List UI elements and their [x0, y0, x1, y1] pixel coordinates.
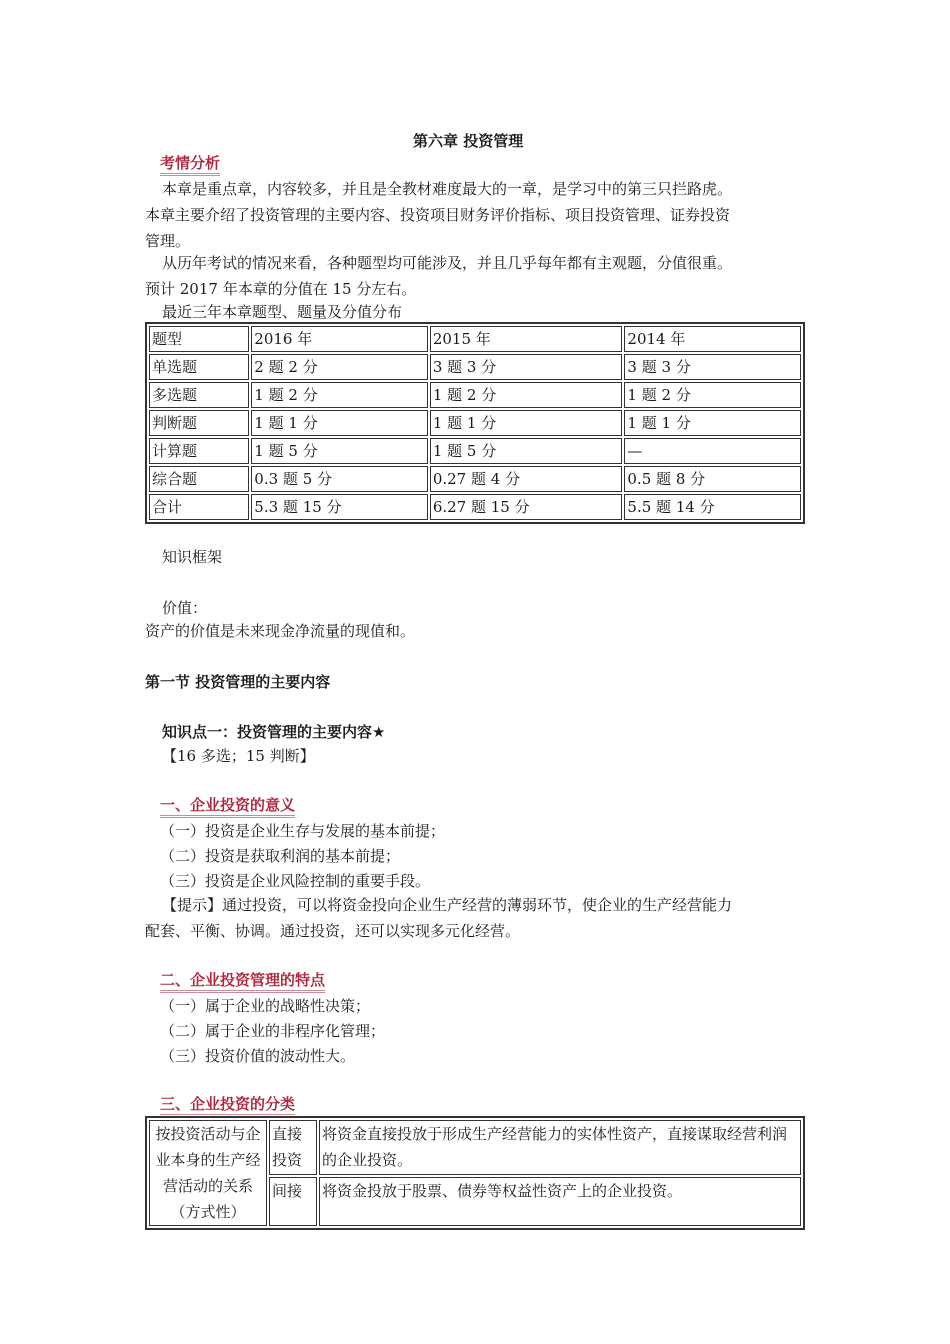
table-header-cell: 2015 年 [430, 326, 623, 352]
page-title: 第六章 投资管理 [413, 132, 524, 150]
table-row [149, 382, 801, 408]
table-caption: 最近三年本章题型、题量及分值分布 [162, 303, 403, 321]
category-cell: 按投资活动与企业本身的生产经营活动的关系（方式性） [149, 1120, 267, 1226]
table-cell: 1 题 5 分 [251, 438, 428, 464]
part1-list [160, 819, 445, 894]
exam-analysis-heading: 考情分析 [160, 153, 220, 176]
table-row [149, 354, 801, 380]
knowledge-point-title: 知识点一：投资管理的主要内容★ [162, 723, 386, 741]
exam-analysis-paragraph-1 [145, 176, 805, 254]
list-item: （二）属于企业的非程序化管理； [160, 1022, 386, 1040]
desc-cell-indirect: 将资金投放于股票、债券等权益性资产上的企业投资。 [319, 1177, 801, 1226]
list-item: （一）属于企业的战略性决策； [160, 997, 371, 1015]
table-header-row [149, 326, 801, 352]
table-cell: 0.5 题 8 分 [624, 466, 801, 492]
list-item: （二）投资是获取利润的基本前提； [160, 847, 401, 865]
table-cell: 6.27 题 15 分 [430, 494, 623, 520]
exam-analysis-paragraph-2 [145, 250, 805, 302]
section-1-title: 第一节 投资管理的主要内容 [145, 673, 331, 691]
table-cell: 0.27 题 4 分 [430, 466, 623, 492]
table-cell: 判断题 [149, 410, 249, 436]
tip-line2: 配套、平衡、协调。通过投资，还可以实现多元化经营。 [145, 922, 521, 940]
part1-heading: 一、企业投资的意义 [160, 795, 295, 818]
table-row [149, 438, 801, 464]
type-cell-direct: 直接投资 [269, 1120, 317, 1175]
table-row [149, 410, 801, 436]
table-header-cell: 2016 年 [251, 326, 428, 352]
investment-classification-table [145, 1116, 805, 1230]
table-cell: 3 题 3 分 [430, 354, 623, 380]
table-cell: 1 题 1 分 [251, 410, 428, 436]
framework-label: 知识框架 [162, 548, 223, 566]
table-cell: 0.3 题 5 分 [251, 466, 428, 492]
p2-line1: 从历年考试的情况来看，各种题型均可能涉及，并且几乎每年都有主观题，分值很重。 [162, 254, 733, 272]
table-cell: 5.5 题 14 分 [624, 494, 801, 520]
list-item: （三）投资价值的波动性大。 [160, 1047, 356, 1065]
table-cell: 多选题 [149, 382, 249, 408]
part2-heading: 二、企业投资管理的特点 [160, 970, 325, 993]
table-cell: 3 题 3 分 [624, 354, 801, 380]
table-cell: 2 题 2 分 [251, 354, 428, 380]
table-cell: 5.3 题 15 分 [251, 494, 428, 520]
table-cell: 1 题 1 分 [430, 410, 623, 436]
list-item: （三）投资是企业风险控制的重要手段。 [160, 872, 431, 890]
table-cell: 合计 [149, 494, 249, 520]
part3-heading: 三、企业投资的分类 [160, 1094, 295, 1117]
value-text: 资产的价值是未来现金净流量的现值和。 [145, 622, 416, 640]
p1-line1: 本章是重点章，内容较多，并且是全教材难度最大的一章，是学习中的第三只拦路虎。 [162, 180, 733, 198]
table-cell: 计算题 [149, 438, 249, 464]
p1-line3: 管理。 [145, 232, 191, 250]
table-cell: 1 题 2 分 [251, 382, 428, 408]
p2-line2: 预计 2017 年本章的分值在 15 分左右。 [145, 280, 417, 298]
table-row [149, 494, 801, 520]
table-cell: 1 题 2 分 [624, 382, 801, 408]
value-label: 价值： [162, 599, 208, 617]
table-cell: 1 题 5 分 [430, 438, 623, 464]
desc-cell-direct: 将资金直接投放于形成生产经营能力的实体性资产，直接谋取经营利润的企业投资。 [319, 1120, 801, 1175]
table-cell: 1 题 2 分 [430, 382, 623, 408]
table-cell: 综合题 [149, 466, 249, 492]
tip-line1: 【提示】通过投资，可以将资金投向企业生产经营的薄弱环节，使企业的生产经营能力 [162, 896, 733, 914]
table-row [149, 466, 801, 492]
score-distribution-table [145, 322, 805, 524]
list-item: （一）投资是企业生存与发展的基本前提； [160, 822, 446, 840]
knowledge-point-tag: 【16 多选；15 判断】 [162, 747, 315, 765]
table-header-cell: 题型 [149, 326, 249, 352]
part1-tip [145, 892, 805, 944]
table-cell: — [624, 438, 801, 464]
table-header-cell: 2014 年 [624, 326, 801, 352]
table-cell: 单选题 [149, 354, 249, 380]
table-cell: 1 题 1 分 [624, 410, 801, 436]
part2-list [160, 994, 385, 1069]
p1-line2: 本章主要介绍了投资管理的主要内容、投资项目财务评价指标、项目投资管理、证券投资 [145, 206, 731, 224]
type-cell-indirect: 间接 [269, 1177, 317, 1226]
